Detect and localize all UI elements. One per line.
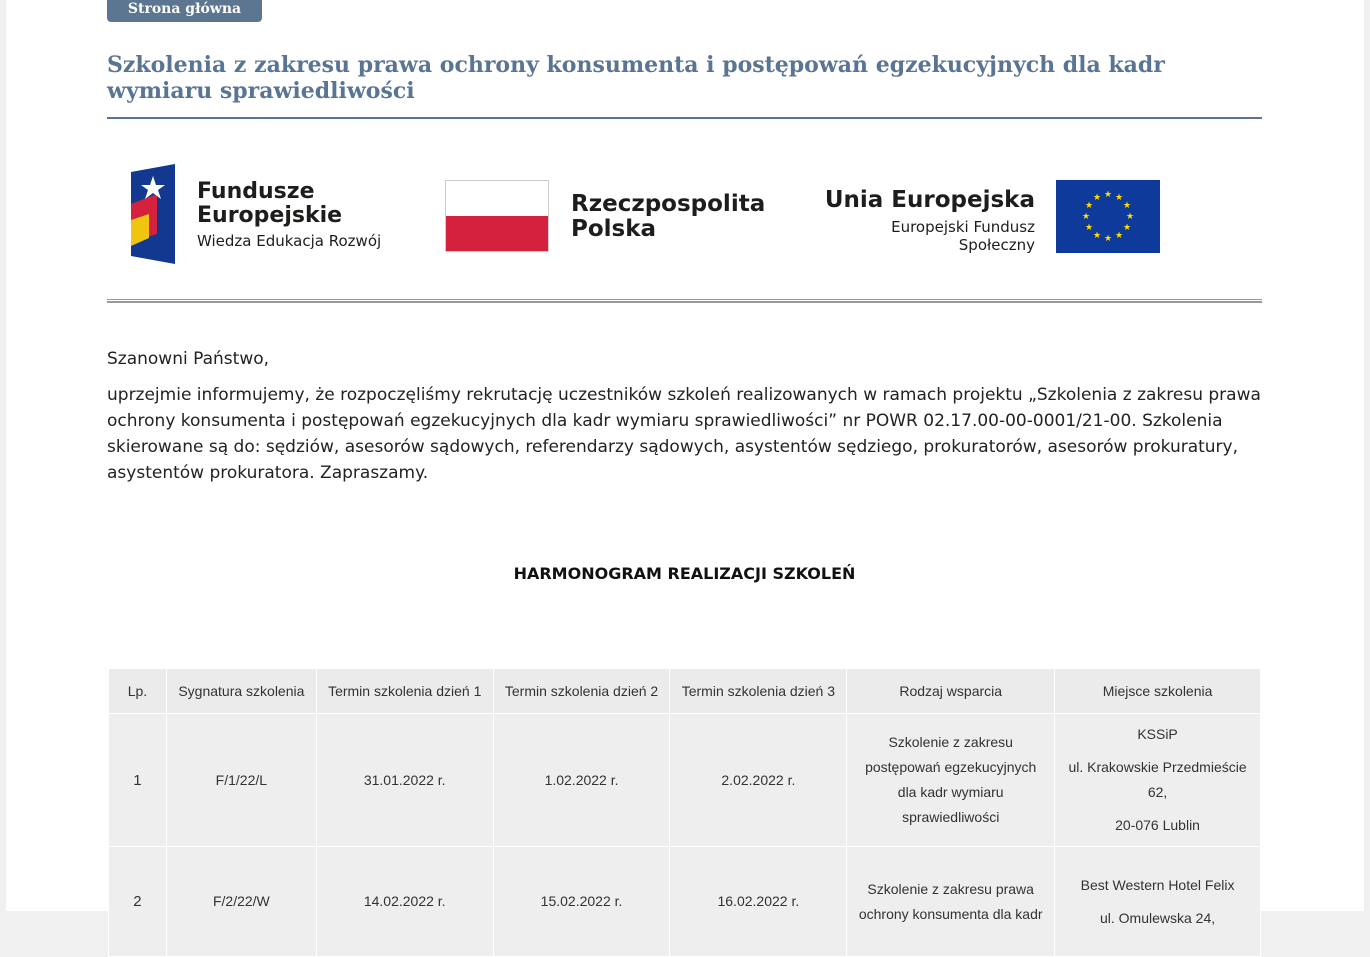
table-row [109, 714, 1261, 847]
svg-text:★: ★ [1084, 223, 1094, 233]
place-line: Best Western Hotel Felix [1080, 876, 1235, 893]
place-line: 20-076 Lublin [1115, 817, 1200, 833]
schedule-title: HARMONOGRAM REALIZACJI SZKOLEŃ [513, 564, 856, 583]
fe-line2: Europejskie [197, 203, 343, 228]
ue-line1: Unia Europejska [824, 187, 1035, 213]
col-header-dzien2: Termin szkolenia dzień 2 [493, 669, 670, 714]
col-header-dzien3: Termin szkolenia dzień 3 [670, 669, 847, 714]
svg-text:★: ★ [1114, 231, 1124, 241]
svg-text:★: ★ [1084, 201, 1094, 211]
col-header-sygnatura: Sygnatura szkolenia [166, 669, 316, 714]
section-divider [107, 299, 1262, 303]
pl-line1: Rzeczpospolita [571, 191, 766, 217]
greeting: Szanowni Państwo, [107, 349, 270, 369]
schedule-table [108, 668, 1261, 957]
cell-miejsce [1055, 714, 1261, 847]
cell-miejsce [1055, 847, 1261, 957]
home-button[interactable]: Strona główna [107, 0, 262, 22]
svg-text:★: ★ [1103, 190, 1113, 200]
cell-dzien1: 14.02.2022 r. [316, 847, 493, 957]
svg-text:★: ★ [1092, 193, 1102, 203]
cell-rodzaj: Szkolenie z zakresu prawa ochrony konsumenta dla kadr [847, 847, 1055, 957]
svg-text:★: ★ [1122, 201, 1132, 211]
svg-text:★: ★ [1103, 234, 1113, 244]
cell-dzien3: 2.02.2022 r. [670, 714, 847, 847]
eu-flag-icon [1056, 180, 1160, 253]
col-header-miejsce: Miejsce szkolenia [1055, 669, 1261, 714]
polish-flag-icon [445, 180, 549, 252]
table-row [109, 847, 1261, 957]
unia-europejska-text [813, 186, 1035, 254]
place-line: ul. Omulewska 24, [1099, 909, 1216, 926]
fe-line3: Wiedza Edukacja Rozwój [197, 232, 382, 250]
col-header-dzien1: Termin szkolenia dzień 1 [316, 669, 493, 714]
svg-text:★: ★ [1081, 212, 1091, 222]
cell-dzien2: 15.02.2022 r. [493, 847, 670, 957]
cell-sygnatura: F/1/22/L [166, 714, 316, 847]
place-line: KSSiP [1137, 726, 1178, 742]
funding-logos-banner [107, 140, 1262, 282]
page-title: Szkolenia z zakresu prawa ochrony konsumenta i postępowań egzekucyjnych dla kadr wymiaru sprawiedliwości [107, 52, 1165, 104]
title-divider [107, 117, 1262, 119]
ue-line2: Europejski Fundusz Społeczny [891, 218, 1035, 254]
fundusze-europejskie-logo-icon [127, 164, 179, 264]
page [6, 0, 1364, 926]
intro-text [107, 346, 1262, 496]
fe-line1: Fundusze [197, 179, 315, 204]
svg-text:★: ★ [1125, 212, 1135, 222]
col-header-rodzaj: Rodzaj wsparcia [847, 669, 1055, 714]
cell-sygnatura: F/2/22/W [166, 847, 316, 957]
cell-lp: 2 [109, 847, 167, 957]
pl-line2: Polska [571, 216, 657, 242]
svg-text:★: ★ [1092, 231, 1102, 241]
cell-rodzaj: Szkolenie z zakresu postępowań egzekucyjnych dla kadr wymiaru sprawiedliwości [847, 714, 1055, 847]
col-header-lp: Lp. [109, 669, 167, 714]
cell-lp: 1 [109, 714, 167, 847]
cell-dzien1: 31.01.2022 r. [316, 714, 493, 847]
cell-dzien3: 16.02.2022 r. [670, 847, 847, 957]
intro-body: uprzejmie informujemy, że rozpoczęliśmy rekrutację uczestników szkoleń realizowanych w ramach projektu „Szkolenia z zakresu prawa ochrony konsumenta i postępowań egzekucyjnych dla kadr wymiaru sprawiedliwości” nr POWR 02.17.00-00-0001/21-00. Szkolenia skierowane są do: sędziów, asesorów sądowych, referendarzy sądowych, asystentów sędziego, prokuratorów, asesorów prokuratury, asystentów prokuratora. Zapraszamy. [107, 385, 1261, 483]
svg-text:★: ★ [1122, 223, 1132, 233]
table-header-row [109, 669, 1261, 714]
svg-text:★: ★ [1114, 193, 1124, 203]
rzeczpospolita-polska-text [571, 192, 765, 242]
place-line: ul. Krakowskie Przedmieście 62, [1068, 759, 1247, 800]
cell-dzien2: 1.02.2022 r. [493, 714, 670, 847]
fundusze-europejskie-text [197, 180, 381, 250]
